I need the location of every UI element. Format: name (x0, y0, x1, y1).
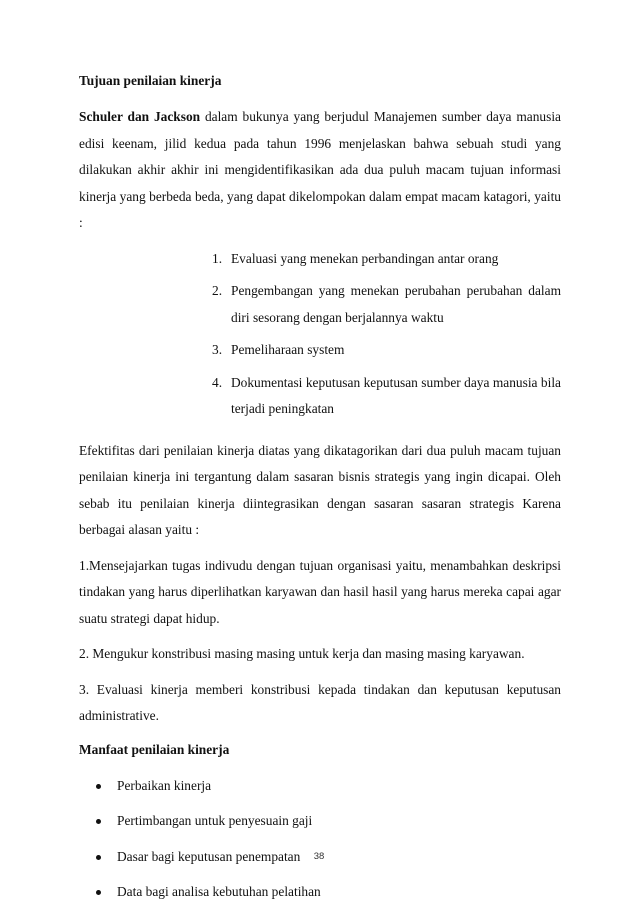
benefit-item (79, 879, 561, 906)
category-text: Pengembangan yang menekan perubahan perubahan dalam diri sesorang dengan berjalannya waktu (231, 283, 561, 325)
page-number: 38 (313, 851, 325, 862)
category-item (79, 370, 561, 423)
intro-author: Schuler dan Jackson (79, 109, 201, 124)
category-text: Evaluasi yang menekan perbandingan antar orang (231, 250, 499, 266)
category-number: 3. (212, 342, 223, 357)
intro-text: dalam bukunya yang berjudul Manajemen sumber daya manusia edisi keenam, jilid kedua pada tahun 1996 menjelaskan bahwa sebuah studi yang dilakukan akhir akhir ini mengidentifikasikan ada dua puluh macam tujuan informasi kinerja yang berbeda beda, yang dapat dikelompokan dalam empat macam katagori, yaitu : (79, 109, 561, 230)
category-number: 1. (212, 250, 223, 266)
category-text: Dokumentasi keputusan keputusan sumber daya manusia bila terjadi peningkatan (231, 374, 561, 416)
benefit-item (79, 808, 561, 835)
section-heading-tujuan: Tujuan penilaian kinerja (79, 73, 222, 88)
benefit-text: Data bagi analisa kebutuhan pelatihan (117, 884, 321, 899)
page-content (79, 70, 561, 915)
reason-paragraph: 2. Mengukur konstribusi masing masing untuk kerja dan masing masing karyawan. (79, 646, 525, 661)
section-heading-manfaat: Manfaat penilaian kinerja (79, 741, 230, 757)
category-list (79, 246, 561, 423)
benefit-text: Perbaikan kinerja (117, 777, 212, 793)
category-item (79, 278, 561, 331)
benefit-list (79, 773, 561, 906)
effectiveness-paragraph: Efektifitas dari penilaian kinerja diatas yang dikatagorikan dari dua puluh macam tujuan penilaian kinerja ini tergantung dalam sasaran bisnis strategis yang ingin dicapai. Oleh sebab itu penilaian kinerja diintegrasikan dengan sasaran sasaran strategis Karena berbagai alasan yaitu : (79, 442, 561, 537)
category-number: 4. (212, 374, 223, 390)
bullet-icon (96, 890, 101, 895)
benefit-text: Dasar bagi keputusan penempatan (117, 848, 301, 864)
intro-paragraph (79, 104, 561, 237)
bullet-icon (96, 819, 101, 824)
category-text: Pemeliharaan system (231, 342, 345, 357)
reason-paragraph: 3. Evaluasi kinerja memberi konstribusi kepada tindakan dan keputusan keputusan administrative. (79, 681, 561, 723)
category-number: 2. (212, 283, 223, 298)
category-item (79, 337, 561, 364)
benefit-text: Pertimbangan untuk penyesuain gaji (117, 813, 313, 828)
benefit-item (79, 773, 561, 800)
bullet-icon (96, 784, 101, 789)
category-item (79, 246, 561, 273)
reason-paragraph: 1.Mensejajarkan tugas indivudu dengan tujuan organisasi yaitu, menambahkan deskripsi tindakan yang harus diperlihatkan karyawan dan hasil hasil yang harus mereka capai agar suatu strategi dapat hidup. (79, 557, 561, 626)
